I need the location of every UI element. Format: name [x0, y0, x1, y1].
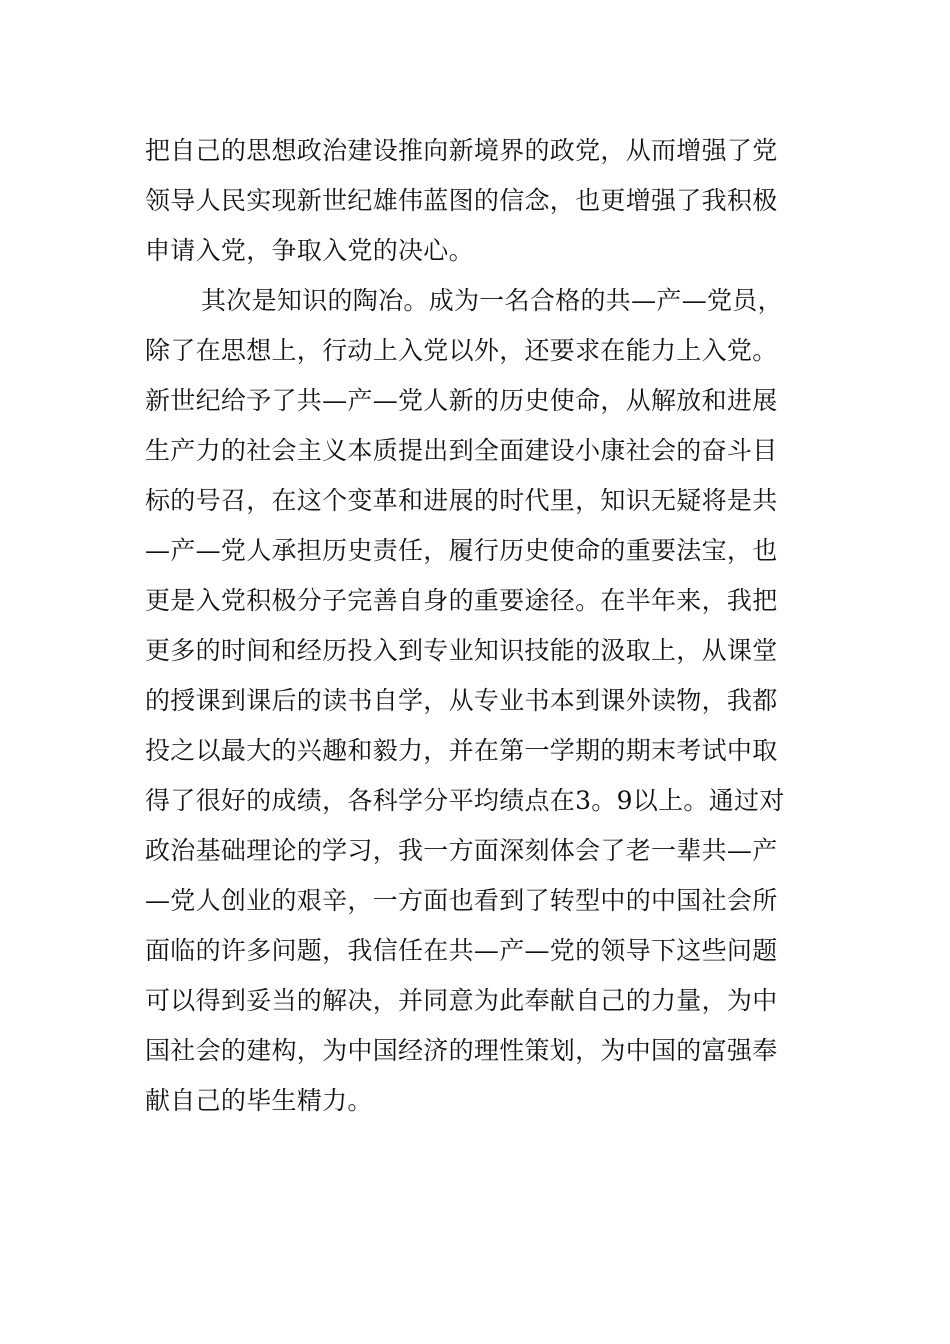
- text-line: 更多的时间和经历投入到专业知识技能的汲取上，从课堂: [145, 636, 778, 665]
- text-line: 生产力的社会主义本质提出到全面建设小康社会的奋斗目: [145, 436, 778, 465]
- text-line: 除了在思想上，行动上入党以外，还要求在能力上入党。: [145, 336, 778, 365]
- text-line: 的授课到课后的读书自学，从专业书本到课外读物，我都: [145, 686, 778, 715]
- text-line: 领导人民实现新世纪雄伟蓝图的信念，也更增强了我积极: [145, 186, 778, 215]
- text-line: 国社会的建构，为中国经济的理性策划，为中国的富强奉: [145, 1036, 778, 1065]
- text-line: 其次是知识的陶冶。成为一名合格的共—产—党员，: [201, 286, 783, 315]
- text-line: 得了很好的成绩，各科学分平均绩点在3。9以上。通过对: [145, 786, 785, 815]
- text-line: 新世纪给予了共—产—党人新的历史使命，从解放和进展: [145, 386, 778, 415]
- body-text: [145, 126, 815, 1126]
- text-line: 政治基础理论的学习，我一方面深刻体会了老一辈共—产: [145, 836, 778, 865]
- text-line: —产—党人承担历史责任，履行历史使命的重要法宝，也: [145, 536, 778, 565]
- text-line: —党人创业的艰辛，一方面也看到了转型中的中国社会所: [145, 886, 778, 915]
- text-line: 标的号召，在这个变革和进展的时代里，知识无疑将是共: [145, 486, 778, 515]
- text-line: 把自己的思想政治建设推向新境界的政党，从而增强了党: [145, 136, 778, 165]
- text-line: 申请入党，争取入党的决心。: [145, 236, 474, 265]
- text-line: 献自己的毕生精力。: [145, 1086, 373, 1115]
- text-line: 面临的许多问题，我信任在共—产—党的领导下这些问题: [145, 936, 778, 965]
- text-line: 更是入党积极分子完善自身的重要途径。在半年来，我把: [145, 586, 778, 615]
- text-line: 投之以最大的兴趣和毅力，并在第一学期的期末考试中取: [145, 736, 778, 765]
- text-line: 可以得到妥当的解决，并同意为此奉献自己的力量，为中: [145, 986, 778, 1015]
